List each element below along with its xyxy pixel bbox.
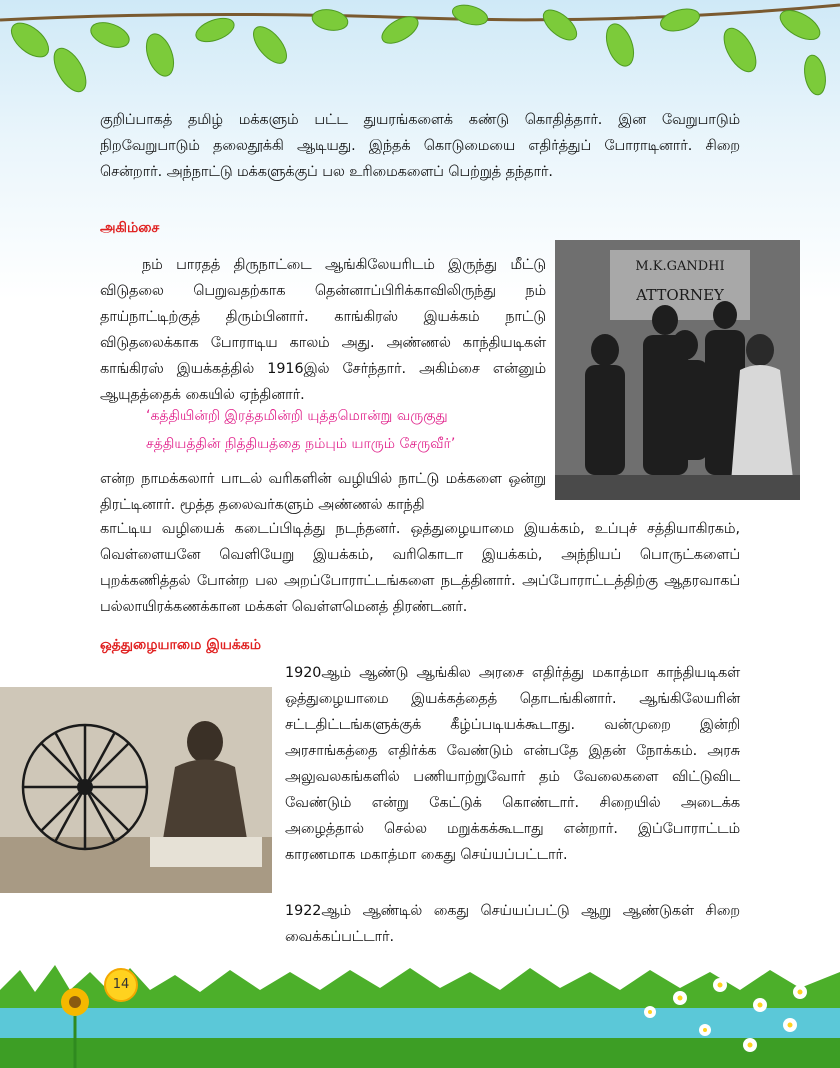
gandhi-spinning-wheel-photo <box>0 687 272 893</box>
quote-line-1: ‘கத்தியின்றி இரத்தமின்றி யுத்தமொன்று வருகுது <box>146 408 448 424</box>
noncoop-paragraph-2: 1922ஆம் ஆண்டில் கைது செய்யப்பட்டு ஆறு ஆண்டுகள் சிறை வைக்கப்பட்டார். <box>285 903 740 945</box>
footer-meadow-decoration <box>0 950 840 1068</box>
gandhi-office-photo <box>555 240 800 500</box>
ahimsa-heading: அகிம்சை <box>100 220 160 236</box>
intro-paragraph: குறிப்பாகத் தமிழ் மக்களும் பட்ட துயரங்களைக் கண்டு கொதித்தார். இன வேறுபாடும் நிறவேறுபாடும் தலைதூக்கி ஆடியது. இந்தக் கொடுமையை எதிர்த்துப் போராடினார். சிறை சென்றார். அந்நாட்டு மக்களுக்குப் பல உரிமைகளைப் பெற்றுத் தந்தார். <box>100 112 740 180</box>
sign-text-1: M.K.GANDHI <box>635 259 725 274</box>
ahimsa-paragraph-2b: காட்டிய வழியைக் கடைப்பிடித்து நடந்தனர். ஒத்துழையாமை இயக்கம், உப்புச் சத்தியாகிரகம், வெள்ளையனே வெளியேறு இயக்கம், வரிகொடா இயக்கம், அந்நியப் பொருட்களைப் புறக்கணித்தல் போன்ற பல அறப்போராட்டங்களை நடத்தினார். அப்போராட்டத்திற்கு ஆதரவாகப் பல்லாயிரக்கணக்கான மக்கள் வெள்ளமெனத் திரண்டனர். <box>100 521 740 615</box>
ahimsa-paragraph-1: நம் பாரதத் திருநாட்டை ஆங்கிலேயரிடம் இருந்து மீட்டு விடுதலை பெறுவதற்காக தென்னாப்பிரிக்காவிலிருந்து நம் தாய்நாட்டிற்குத் திரும்பினார். காங்கிரஸ் இயக்கம் நாட்டு விடுதலைக்காக போராடிய காலம் அது. அண்ணல் காந்தியடிகள் காங்கிரஸ் இயக்கத்தில் 1916இல் சேர்ந்தார். அகிம்சை என்னும் ஆயுதத்தைக் கையில் ஏந்தினார். <box>100 257 546 403</box>
quote-line-2: சத்தியத்தின் நித்தியத்தை நம்பும் யாரும் சேருவீர்’ <box>146 436 456 452</box>
ahimsa-quote <box>146 402 455 458</box>
noncoop-heading: ஒத்துழையாமை இயக்கம் <box>100 637 262 653</box>
leaves-decoration <box>0 0 840 105</box>
noncoop-paragraph-1: 1920ஆம் ஆண்டு ஆங்கில அரசை எதிர்த்து மகாத்மா காந்தியடிகள் ஒத்துழையாமை இயக்கத்தைத் தொடங்கினார். ஆங்கிலேயரின் சட்டதிட்டங்களுக்குக் கீழ்ப்படியக்கூடாது. வன்முறை இன்றி அரசாங்கத்தை எதிர்க்க வேண்டும் என்பதே இதன் நோக்கம். அரசு அலுவலகங்களில் பணியாற்றுவோர் தம் வேலைகளை விட்டுவிட வேண்டும் என்று கேட்டுக் கொண்டார். சிறையில் அடைக்க அழைத்தால் செல்ல மறுக்கக்கூடாது என்றார். இப்போராட்டம் காரணமாக மகாத்மா கைது செய்யப்பட்டார். <box>285 665 740 863</box>
sign-text-2: ATTORNEY <box>636 286 724 304</box>
page-number: 14 <box>104 968 138 1002</box>
ahimsa-paragraph-2a: என்ற நாமக்கலார் பாடல் வரிகளின் வழியில் நாட்டு மக்களை ஒன்று திரட்டினார். மூத்த தலைவர்களும் அண்ணல் காந்தி <box>100 471 546 513</box>
